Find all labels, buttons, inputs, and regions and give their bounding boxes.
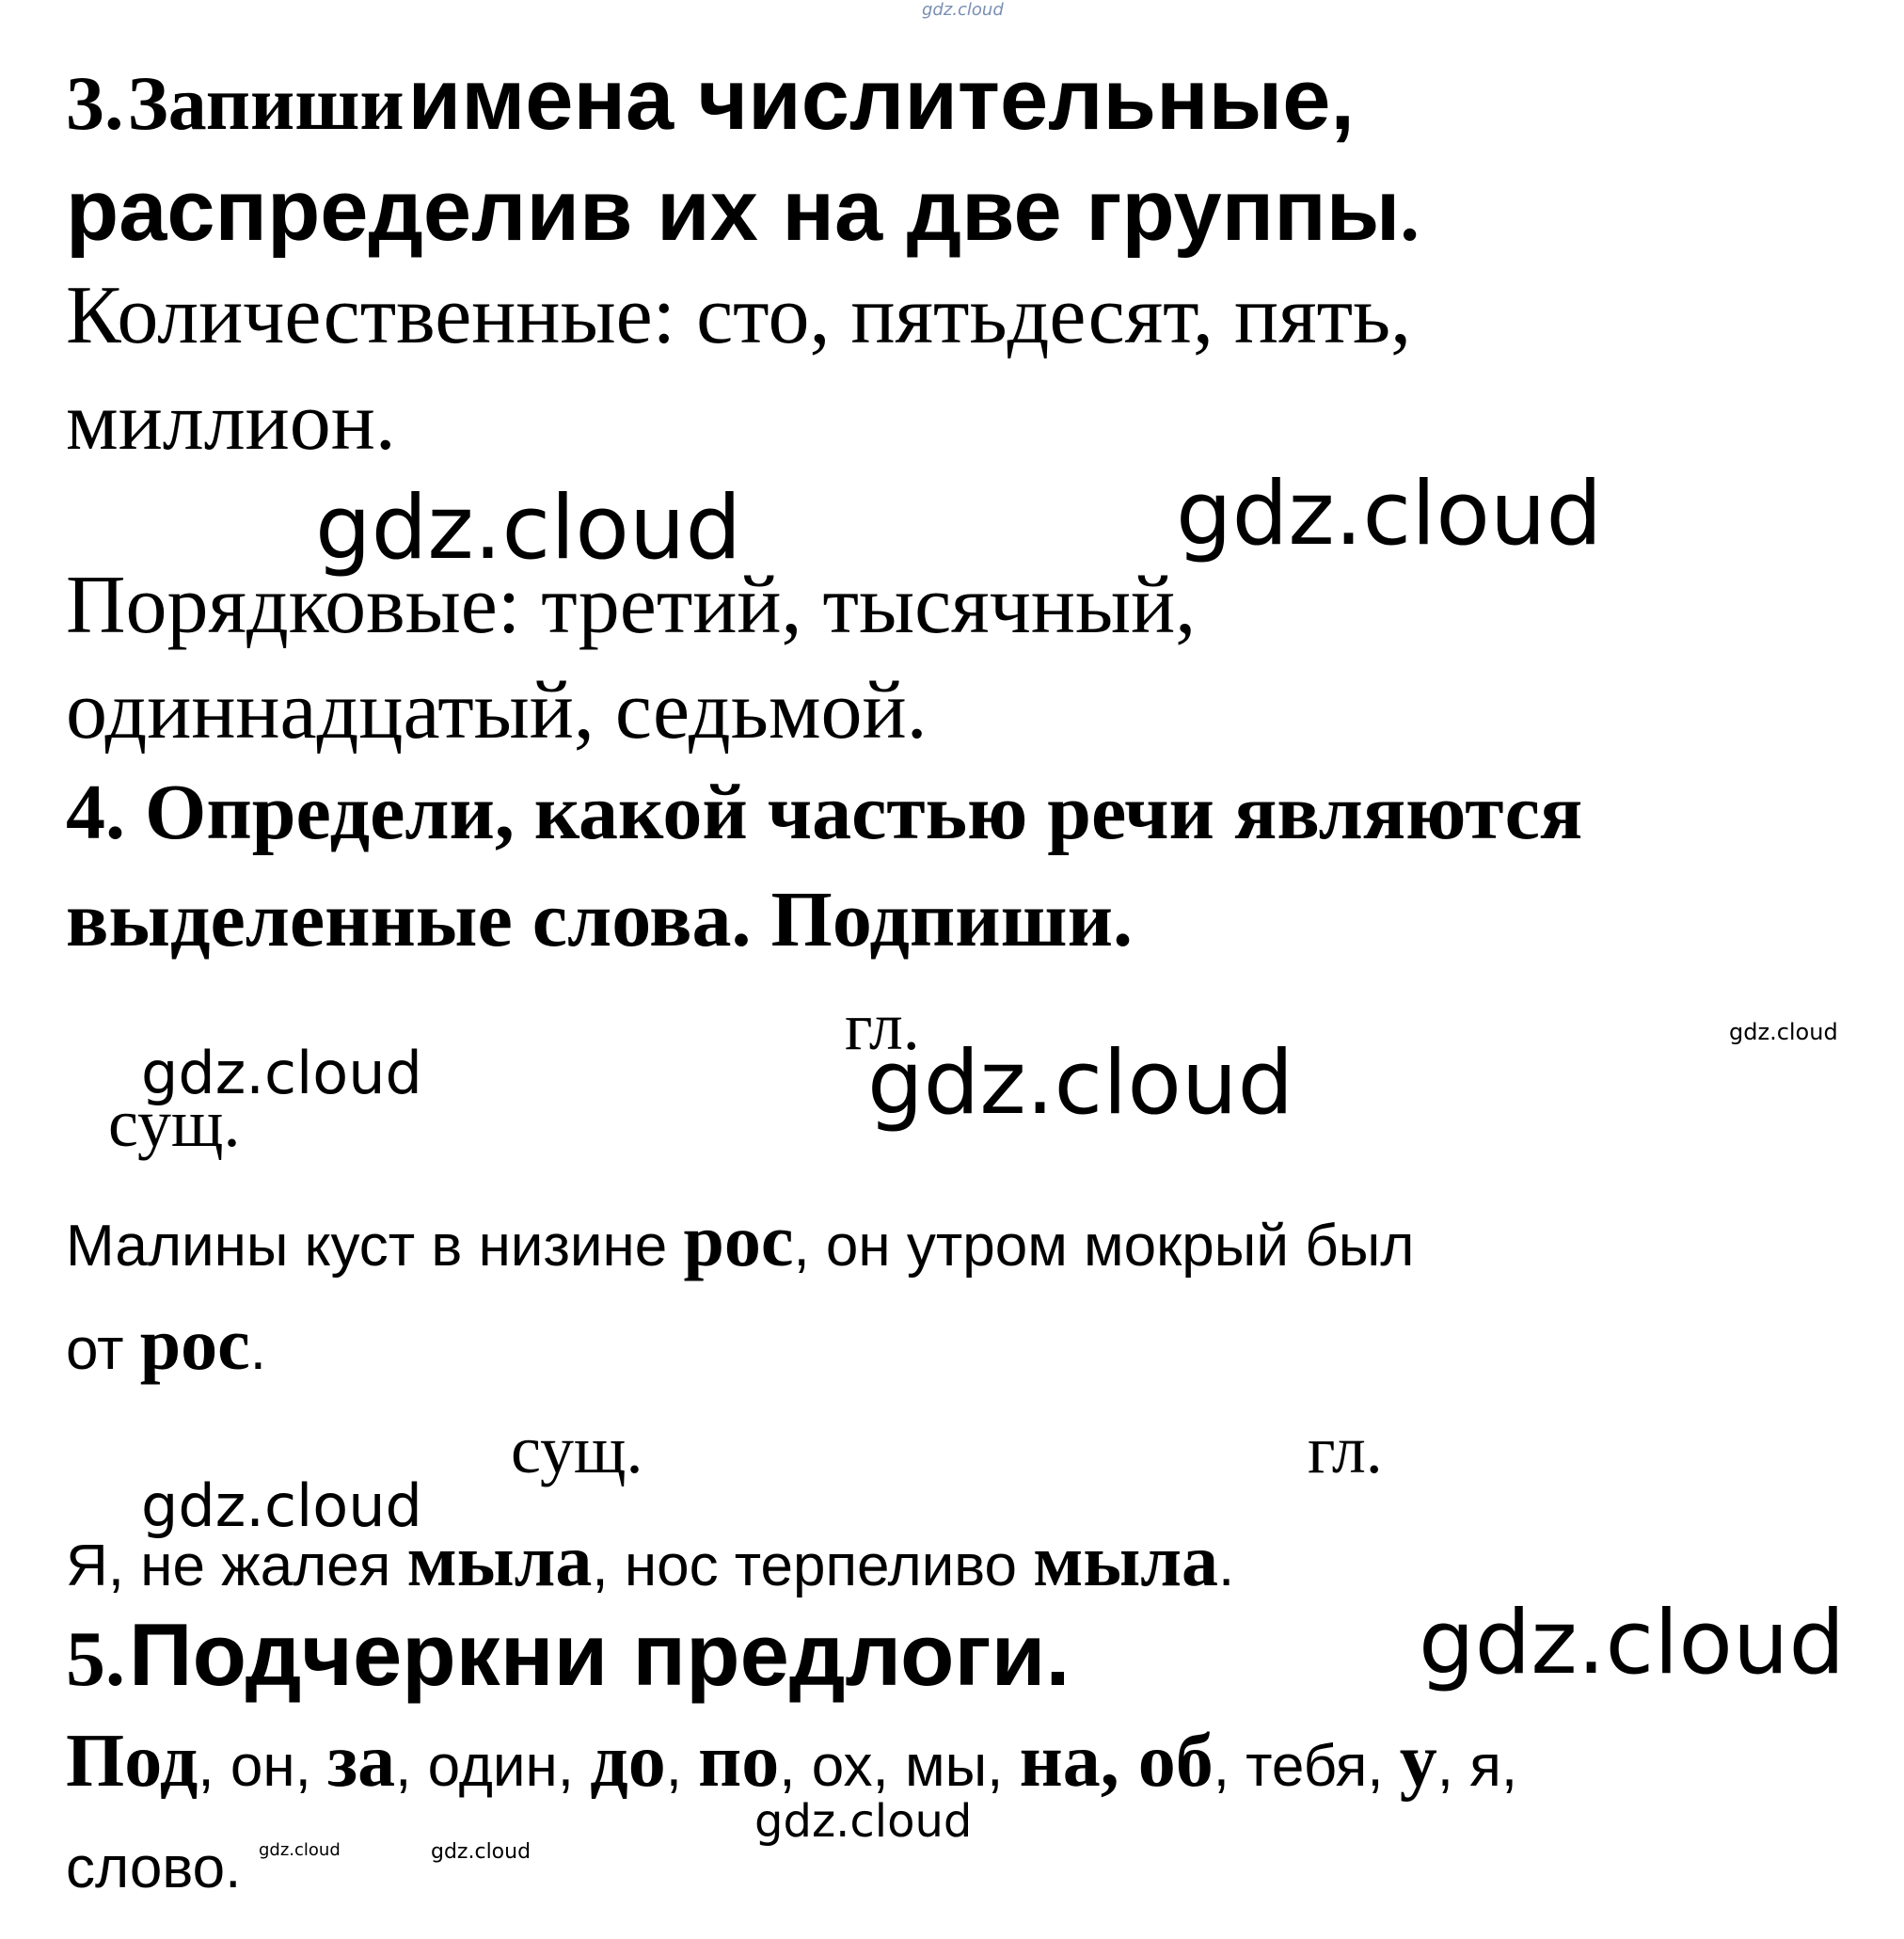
watermark: gdz.cloud — [867, 1032, 1294, 1135]
watermark: gdz.cloud — [1176, 463, 1603, 565]
highlighted-word: мыла — [1033, 1519, 1219, 1601]
task5-word-text: , — [665, 1734, 699, 1799]
watermark: gdz.cloud — [1419, 1592, 1846, 1694]
preposition-word: у — [1399, 1720, 1437, 1803]
sentence1-line2 — [66, 1303, 266, 1385]
task3-heading-line2-text: распределив их на две группы — [66, 163, 1401, 259]
task5-word-text: , тебя, — [1213, 1734, 1400, 1799]
ordinal-line1: Порядковые: третий, тысячный, — [66, 560, 1197, 651]
highlighted-word: мыла — [406, 1519, 593, 1601]
sentence1-line1 — [66, 1200, 1415, 1281]
sentence1-text: Малины куст в низине — [66, 1214, 684, 1279]
preposition-word: за — [327, 1720, 396, 1803]
task5-word-list — [66, 1720, 1518, 1803]
task3-verb: Запиши — [127, 60, 405, 146]
preposition-word: до — [590, 1720, 666, 1803]
watermark: gdz.cloud — [315, 477, 742, 580]
cardinal-line1: Количественные: сто, пятьдесят, пять, — [66, 270, 1412, 361]
task3-number: 3. — [66, 60, 124, 146]
watermark: gdz.cloud — [1729, 1019, 1838, 1045]
watermark: gdz.cloud — [141, 1471, 422, 1540]
task5-heading — [66, 1605, 1071, 1704]
cardinal-line2: миллион. — [66, 376, 396, 468]
ordinal-line2: одиннадцатый, седьмой. — [66, 665, 928, 756]
sentence2-line — [66, 1519, 1235, 1601]
task5-word-text: , я, — [1436, 1734, 1518, 1799]
pos-label-noun: сущ. — [511, 1412, 643, 1487]
watermark-top: gdz.cloud — [922, 0, 1004, 20]
pos-label-verb: гл. — [1308, 1412, 1383, 1487]
sentence2-text: . — [1218, 1534, 1235, 1598]
watermark: gdz.cloud — [431, 1840, 532, 1864]
task4-heading-line1: 4. Определи, какой частью речи являются — [66, 769, 1583, 856]
watermark: gdz.cloud — [259, 1840, 341, 1860]
pos-label-verb: гл. — [845, 989, 920, 1064]
watermark: gdz.cloud — [754, 1795, 973, 1848]
task5-word-text: , ох, мы, — [779, 1734, 1020, 1799]
task3-heading-line2 — [66, 163, 1420, 259]
task4-heading-line2: выделенные слова. Подпиши. — [66, 876, 1133, 963]
task5-heading-text: Подчеркни предлоги. — [129, 1605, 1071, 1704]
sentence1-text: от — [66, 1317, 140, 1382]
task5-word-text: , один, — [395, 1734, 591, 1799]
sentence1-text: , он утром мокрый был — [793, 1214, 1415, 1279]
sentence2-text: , нос терпеливо — [592, 1534, 1034, 1598]
task3-heading-line1 — [66, 52, 1355, 148]
task5-word-text: , он, — [198, 1734, 328, 1799]
preposition-word: Под — [66, 1720, 198, 1803]
highlighted-word: рос — [683, 1200, 794, 1281]
task3-heading-rest: имена числительные, — [407, 52, 1355, 148]
sentence1-text: . — [249, 1317, 266, 1382]
task3-heading-period: . — [1400, 171, 1420, 257]
pos-label-noun: сущ. — [108, 1086, 241, 1161]
preposition-word: на, об — [1019, 1720, 1214, 1803]
highlighted-word: рос — [139, 1303, 250, 1385]
watermark: gdz.cloud — [141, 1039, 422, 1107]
task5-word-list-line2: слово. — [66, 1836, 242, 1900]
preposition-word: по — [698, 1720, 780, 1803]
task5-number: 5. — [66, 1615, 125, 1703]
sentence2-text: Я, не жалея — [66, 1534, 407, 1598]
